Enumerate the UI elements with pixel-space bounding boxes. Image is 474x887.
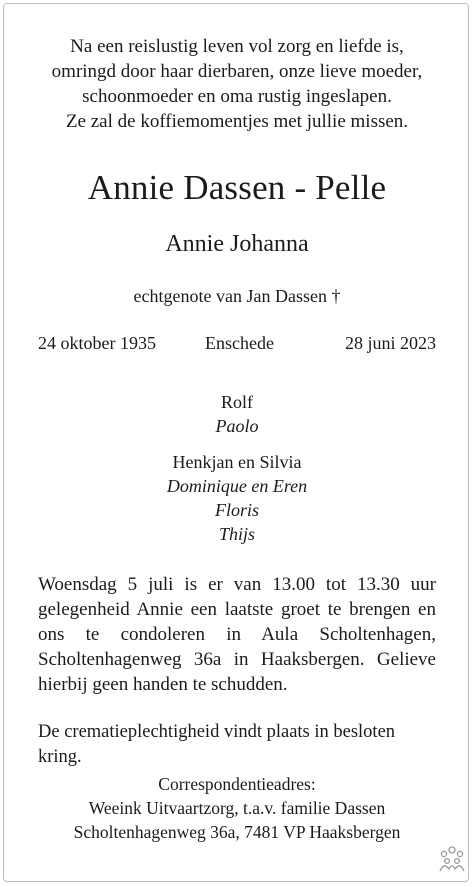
intro-line: schoonmoeder en oma rustig ingeslapen. [82, 86, 392, 107]
paragraph-line: hierbij geen handen te schudden. [38, 674, 288, 695]
family-child: Floris [214, 500, 259, 520]
family-group-1 [0, 390, 474, 438]
given-names: Annie Johanna [165, 231, 309, 257]
birth-date: 24 oktober 1935 [38, 333, 156, 353]
spouse-line: echtgenote van Jan Dassen † [133, 286, 341, 306]
intro-line: Ze zal de koffiemomentjes met jullie missen. [65, 111, 409, 132]
family-parent: Rolf [220, 392, 253, 412]
correspondence-address [0, 772, 474, 844]
paragraph-line: Scholtenhagenweg 36a in Haaksbergen. Gelieve [38, 649, 436, 670]
intro-line: Na een reislustig leven vol zorg en liefde is, [70, 36, 404, 57]
family-child: Paolo [215, 416, 259, 436]
viewing-paragraph [38, 572, 436, 697]
intro-line: omringd door haar dierbaren, onze lieve moeder, [51, 61, 423, 82]
family-child: Thijs [218, 524, 256, 544]
deceased-name: Annie Dassen - Pelle [87, 168, 387, 207]
paragraph-line: Woensdag 5 juli is er van 13.00 tot 13.30 uur [38, 574, 436, 595]
address-line: Weeink Uitvaartzorg, t.a.v. familie Dassen [88, 798, 386, 818]
address-line: Correspondentieadres: [158, 774, 316, 794]
family-child: Dominique en Eren [166, 476, 308, 496]
family-parent: Henkjan en Silvia [172, 452, 302, 472]
address-line: Scholtenhagenweg 36a, 7481 VP Haaksbergen [73, 822, 401, 842]
cremation-paragraph: De crematieplechtigheid vindt plaats in besloten kring. [38, 722, 396, 767]
paragraph-line: gelegenheid Annie een laatste groet te brengen en [38, 599, 436, 620]
death-date: 28 juni 2023 [344, 333, 436, 353]
intro-text [0, 34, 474, 134]
place: Enschede [205, 333, 274, 353]
paragraph-line: ons te condoleren in Aula Scholtenhagen, [38, 624, 436, 645]
family-group-2 [0, 450, 474, 546]
people-group-logo-icon [437, 844, 467, 874]
